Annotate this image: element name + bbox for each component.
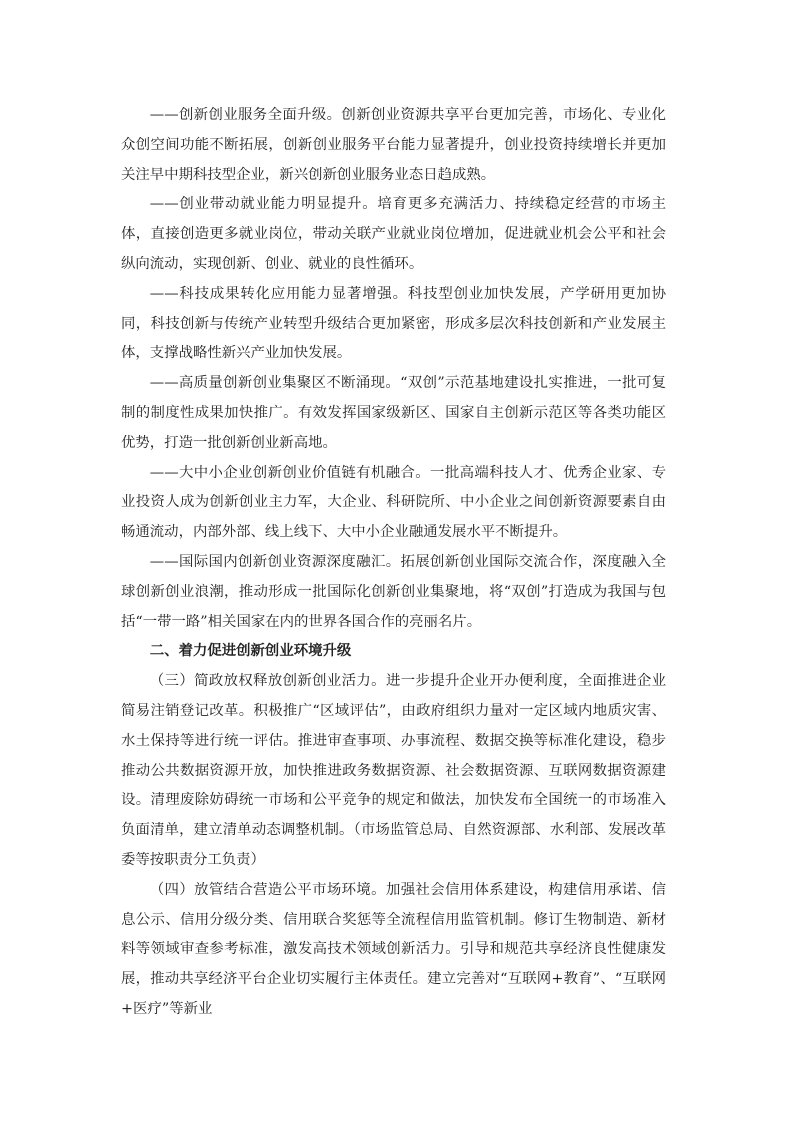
goal-paragraph-international: ——国际国内创新创业资源深度融汇。拓展创新创业国际交流合作，深度融入全球创新创业浪潮，推动形成一批国际化创新创业集聚地，将“双创”打造成为我国与包括“一带一路”相关国家在内的世界各国合作的亮丽名片。 xyxy=(121,553,666,630)
section-heading: 二、着力促进创新创业环境升级 xyxy=(149,643,352,660)
goal-paragraph-tech-transfer: ——科技成果转化应用能力显著增强。科技型创业加快发展，产学研用更加协同，科技创新与传统产业转型升级结合更加紧密，形成多层次科技创新和产业发展主体，支撑战略性新兴产业加快发展。 xyxy=(121,285,666,362)
goal-paragraph-cluster: ——高质量创新创业集聚区不断涌现。“双创”示范基地建设扎实推进，一批可复制的制度性成果加快推广。有效发挥国家级新区、国家自主创新示范区等各类功能区优势，打造一批创新创业新高地。 xyxy=(121,375,666,451)
goal-paragraph-value-chain: ——大中小企业创新创业价值链有机融合。一批高端科技人才、优秀企业家、专业投资人成为创新创业主力军，大企业、科研院所、中小企业之间创新资源要素自由畅通流动，内部外部、线上线下、大中小企业融通发展水平不断提升。 xyxy=(121,464,666,541)
goal-paragraph-service: ——创新创业服务全面升级。创新创业资源共享平台更加完善，市场化、专业化众创空间功能不断拓展，创新创业服务平台能力显著提升，创业投资持续增长并更加关注早中期科技型企业，新兴创新创业服务业态日趋成熟。 xyxy=(121,107,666,183)
article-paragraph-4: （四）放管结合营造公平市场环境。加强社会信用体系建设，构建信用承诺、信息公示、信用分级分类、信用联合奖惩等全流程信用监管机制。修订生物制造、新材料等领域审查参考标准，激发高技术领域创新活力。引导和规范共享经济良性健康发展，推动共享经济平台企业切实履行主体责任。建立完善对“互联网+教育”、“互联网+医疗”等新业 xyxy=(121,881,666,1017)
article-paragraph-3: （三）简政放权释放创新创业活力。进一步提升企业开办便利度，全面推进企业简易注销登记改革。积极推广“区域评估”，由政府组织力量对一定区域内地质灾害、水土保持等进行统一评估。推进审查事项、办事流程、数据交换等标准化建设，稳步推动公共数据资源开放，加快推进政务数据资源、社会数据资源、互联网数据资源建设。清理废除妨碍统一市场和公平竞争的规定和做法，加快发布全国统一的市场准入负面清单，建立清单动态调整机制。（市场监管总局、自然资源部、水利部、发展改革委等按职责分工负责） xyxy=(121,673,666,868)
goal-paragraph-employment: ——创业带动就业能力明显提升。培育更多充满活力、持续稳定经营的市场主体，直接创造更多就业岗位，带动关联产业就业岗位增加，促进就业机会公平和社会纵向流动，实现创新、创业、就业的良性循环。 xyxy=(121,196,666,272)
